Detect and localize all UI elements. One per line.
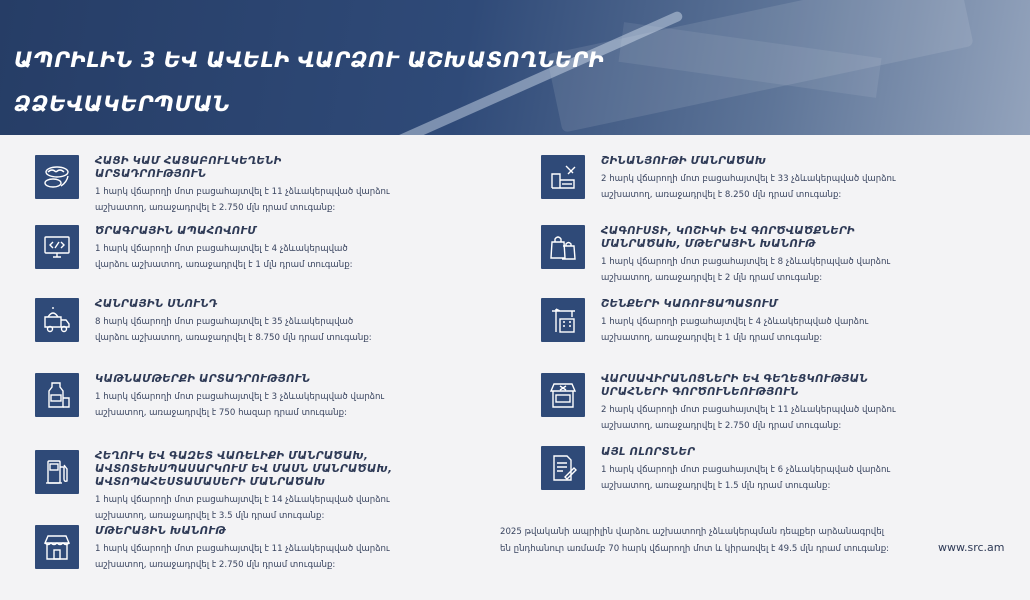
- barber-shop-icon: [541, 373, 585, 417]
- building-crane-icon: [541, 298, 585, 342]
- category-name: ԱՅԼ ՈԼՈՐՏՆԵՐ: [601, 446, 696, 458]
- category-name: ՀԵՂՈՒԿ ԵՎ ԳԱԶԵՏ ՎԱՌԵԼԻՔԻ ՄԱՆՐԱԾԱԽ, ԱՎՏՈՏԵԽՍՊԱՍԱՐԿՈՒՄ ԵՎ ՄԱՍՆ ՄԱՆՐԱԾԱԽ, ԱՎՏՈՊԱՀԵՍՏԱՄԱՍԵՐԻ ՄԱՆՐԱԾԱԽ: [95, 450, 393, 488]
- food-truck-icon: [35, 298, 79, 342]
- dairy-icon: [35, 373, 79, 417]
- category-description: 1 հարկ վճարողի մոտ բացահայտվել է 11 չձևակերպված վարձու աշխատող, առաջադրվել է 2.750 մլն դրամ տուգանք:: [95, 544, 390, 570]
- shopping-bags-icon: [541, 225, 585, 269]
- category-description: 1 հարկ վճարողի մոտ բացահայտվել է 8 չձևակերպված վարձու աշխատող, առաջադրվել է 2 մլն դրամ տուգանք:: [601, 257, 891, 283]
- category-name: ՎԱՐՍԱՎԻՐԱՆՈՑՆԵՐԻ ԵՎ ԳԵՂԵՑԿՈՒԹՅԱՆ ՍՐԱՀՆԵՐԻ ԳՈՐԾՈՒՆԵՈՒԹՅՈՒՆ: [601, 373, 868, 398]
- category-description: 1 հարկ վճարողի մոտ բացահայտվել է 6 չձևակերպված վարձու աշխատող, առաջադրվել է 1.5 մլն դրամ տուգանք:: [601, 465, 891, 491]
- fuel-station-icon: [35, 450, 79, 494]
- category-name: ՀԱՆՐԱՅԻՆ ՍՆՈՒՆԴ: [95, 298, 218, 310]
- document-pen-icon: [541, 446, 585, 490]
- category-description: 8 հարկ վճարողի մոտ բացահայտվել է 35 չձևակերպված վարձու աշխատող, առաջադրվել է 8.750 մլն դրամ տուգանք:: [95, 317, 372, 343]
- software-monitor-icon: [35, 225, 79, 269]
- category-description: 1 հարկ վճարողի մոտ բացահայտվել է 14 չձևակերպված վարձու աշխատող, առաջադրվել է 3.5 մլն դրամ տուգանք:: [95, 495, 390, 521]
- construction-icon: [541, 155, 585, 199]
- header-banner: [0, 0, 1030, 135]
- category-name: ՀԱԳՈՒՍՏԻ, ԿՈՇԻԿԻ ԵՎ ԳՈՐԾՎԱԾՔՆԵՐԻ ՄԱՆՐԱԾԱԽ, ՄԹԵՐԱՅԻՆ ԽԱՆՈՒԹ: [601, 225, 855, 250]
- website-link[interactable]: www.src.am: [938, 541, 1005, 554]
- category-description: 2 հարկ վճարողի մոտ բացահայտվել է 33 չձևակերպված վարձու աշխատող, առաջադրվել է 8.250 մլն դրամ տուգանք:: [601, 174, 896, 200]
- bread-icon: [35, 155, 79, 199]
- title-line: ԱՊՐԻԼԻՆ 3 ԵՎ ԱՎԵԼԻ ՎԱՐՁՈՒ ԱՇԽԱՏՈՂՆԵՐԻ ՁՁԵՎԱԿԵՐՊՄԱՆ: [14, 48, 605, 116]
- storefront-icon: [35, 525, 79, 569]
- category-description: 2 հարկ վճարողի մոտ բացահայտվել է 11 չձևակերպված վարձու աշխատող, առաջադրվել է 2.750 մլն դրամ տուգանք:: [601, 405, 896, 431]
- category-name: ԿԱԹՆԱՄԹԵՐՔԻ ԱՐՏԱԴՐՈՒԹՅՈՒՆ: [95, 373, 311, 385]
- category-name: ՇԵՆՔԵՐԻ ԿԱՌՈՒՑԱՊԱՏՈՒՄ: [601, 298, 778, 310]
- title-line: [14, 126, 774, 135]
- category-name: ԾՐԱԳՐԱՅԻՆ ԱՊԱՀՈՎՈՒՄ: [95, 225, 257, 237]
- category-description: 1 հարկ վճարողի մոտ բացահայտվել է 3 չձևակերպված վարձու աշխատող, առաջադրվել է 750 հազար դրամ տուգանք:: [95, 392, 385, 418]
- category-description: 1 հարկ վճարողի մոտ բացահայտվել է 11 չձևակերպված վարձու աշխատող, առաջադրվել է 2.750 մլն դրամ տուգանք:: [95, 187, 390, 213]
- category-name: ՀԱՑԻ ԿԱՄ ՀԱՑԱԲՈՒԼԿԵՂԵՆԻ ԱՐՏԱԴՐՈՒԹՅՈՒՆ: [95, 155, 282, 180]
- category-description: 1 հարկ վճարողի բացահայտվել է 4 չձևակերպված վարձու աշխատող, առաջադրվել է 1 մլն դրամ տուգանք:: [601, 317, 869, 343]
- category-name: ՄԹԵՐԱՅԻՆ ԽԱՆՈՒԹ: [95, 525, 227, 537]
- page-title: [14, 38, 774, 135]
- category-name: ՇԻՆԱՆՅՈՒԹԻ ՄԱՆՐԱԾԱԽ: [601, 155, 767, 167]
- summary-note: 2025 թվականի ապրիլին վարձու աշխատողի չձևակերպման դեպքեր արձանագրվել են ընդհանուր առմամբ 70 հարկ վճարողի մոտ և կիրառվել է 49.5 մլն դրամ տուգանք:: [500, 527, 890, 554]
- category-description: 1 հարկ վճարողի մոտ բացահայտվել է 4 չձևակերպված վարձու աշխատող, առաջադրվել է 1 մլն դրամ տուգանք:: [95, 244, 353, 270]
